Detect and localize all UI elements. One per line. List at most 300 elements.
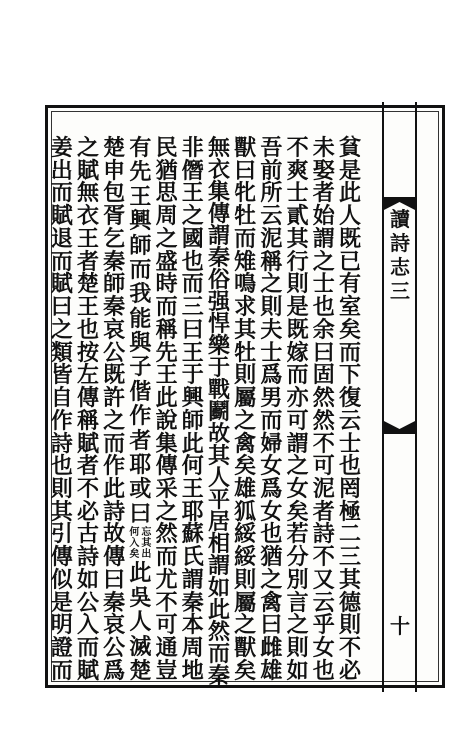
text-char: 我	[129, 281, 152, 308]
text-char: 乎	[312, 612, 335, 639]
text-char: 說	[155, 407, 178, 434]
text-char: 士	[338, 430, 361, 457]
text-char: 是	[286, 294, 309, 321]
text-char: 能	[129, 305, 152, 332]
text-char: 居	[207, 509, 230, 535]
text-char: 曰	[50, 294, 73, 321]
text-char: 猶	[260, 544, 283, 571]
text-char: 則	[260, 294, 283, 321]
text-char: 賦	[76, 657, 99, 684]
text-char: 相	[207, 531, 230, 557]
text-char: 言	[286, 589, 309, 616]
text-char: 則	[234, 362, 257, 389]
text-char: 此	[155, 385, 178, 412]
text-char: 稱	[155, 316, 178, 343]
text-char: 而	[234, 225, 257, 252]
text-char: 吾	[260, 135, 283, 161]
text-char: 娶	[312, 157, 335, 184]
text-char: 然	[155, 521, 178, 548]
text-char: 王	[181, 476, 204, 503]
text-column	[100, 137, 128, 682]
text-char: 行	[286, 248, 309, 275]
text-char: 國	[181, 225, 204, 252]
text-char: 謂	[207, 553, 230, 579]
text-char: 謂	[312, 225, 335, 252]
text-char: 不	[312, 544, 335, 571]
text-char: 此	[338, 180, 361, 207]
text-char: 曰	[234, 157, 257, 184]
text-char: 耶	[181, 498, 204, 525]
text-char: 爲	[260, 362, 283, 389]
text-char: 者	[312, 498, 335, 525]
text-char: 興	[129, 208, 152, 235]
text-char: 人	[129, 609, 152, 636]
text-char: 不	[338, 635, 361, 662]
text-char: 蘇	[181, 521, 204, 548]
block-center-column	[382, 102, 417, 692]
text-char: 如	[286, 657, 309, 684]
text-char: 不	[155, 589, 178, 616]
text-char: 俗	[207, 267, 230, 293]
text-column	[336, 137, 364, 682]
text-char: 泥	[260, 225, 283, 252]
text-char: 于	[207, 355, 230, 381]
text-char: 先	[129, 159, 152, 186]
text-char: 民	[155, 135, 178, 161]
text-char: 詩	[312, 521, 335, 548]
text-char: 若	[286, 521, 309, 548]
text-char: 作	[50, 407, 73, 434]
text-char: 三	[338, 544, 361, 571]
text-char: 矣	[338, 316, 361, 343]
text-char: 則	[234, 566, 257, 593]
note-char: 其	[141, 538, 152, 549]
text-char: 樂	[207, 333, 230, 359]
text-char: 之	[286, 453, 309, 480]
text-char: 而	[50, 657, 73, 684]
text-char: 王	[181, 339, 204, 366]
text-char: 禽	[234, 430, 257, 457]
text-char: 也	[312, 294, 335, 321]
text-char: 鳴	[234, 271, 257, 298]
text-char: 雄	[260, 657, 283, 684]
text-char: 也	[338, 453, 361, 480]
text-char: 則	[50, 476, 73, 503]
text-char: 故	[103, 521, 126, 548]
text-char: 則	[286, 635, 309, 662]
text-char: 而	[103, 430, 126, 457]
text-char: 云	[260, 203, 283, 230]
text-char: 爽	[286, 157, 309, 184]
text-char: 傳	[103, 544, 126, 571]
text-char: 矣	[234, 657, 257, 684]
text-char: 既	[286, 316, 309, 343]
note-char: 何	[129, 527, 140, 538]
banxin-title-char: 詩	[390, 231, 410, 255]
text-char: 許	[103, 385, 126, 412]
text-char: 而	[207, 641, 230, 667]
text-char: 也	[260, 521, 283, 548]
text-char: 而	[338, 339, 361, 366]
text-char: 也	[181, 248, 204, 275]
text-char: 傳	[76, 385, 99, 412]
text-char: 豈	[155, 657, 178, 684]
text-char: 戰	[207, 377, 230, 403]
text-char: 之	[155, 225, 178, 252]
text-char: 包	[103, 180, 126, 207]
text-column	[48, 137, 76, 682]
text-char: 稱	[260, 248, 283, 275]
text-char: 其	[50, 498, 73, 525]
text-char: 公	[76, 589, 99, 616]
text-char: 秦	[207, 245, 230, 271]
text-char: 雄	[234, 476, 257, 503]
text-char: 其	[286, 225, 309, 252]
text-char: 楚	[103, 135, 126, 161]
text-char: 士	[260, 339, 283, 366]
text-char: 又	[312, 566, 335, 593]
text-char: 其	[338, 566, 361, 593]
text-char: 王	[76, 225, 99, 252]
text-char: 貧	[338, 135, 361, 161]
text-char: 此	[207, 597, 230, 623]
text-char: 是	[338, 157, 361, 184]
text-char: 公	[103, 635, 126, 662]
text-char: 王	[129, 183, 152, 210]
text-char: 皆	[50, 362, 73, 389]
text-char: 其	[207, 443, 230, 469]
banxin-title-char: 三	[390, 279, 410, 303]
text-char: 所	[260, 180, 283, 207]
text-char: 極	[338, 498, 361, 525]
text-char: 王	[76, 294, 99, 321]
note-char: 入	[129, 538, 140, 549]
text-char: 則	[286, 271, 309, 298]
text-char: 之	[50, 316, 73, 343]
text-char: 偕	[129, 378, 152, 405]
text-char: 矣	[286, 498, 309, 525]
text-char: 者	[312, 180, 335, 207]
text-char: 其	[234, 316, 257, 343]
text-char: 姜	[50, 135, 73, 161]
text-column	[231, 137, 259, 682]
text-char: 雉	[234, 248, 257, 275]
text-char: 三	[181, 294, 204, 321]
text-char: 禽	[260, 589, 283, 616]
text-char: 可	[155, 612, 178, 639]
text-char: 別	[286, 566, 309, 593]
text-char: 之	[76, 135, 99, 161]
text-char: 也	[76, 316, 99, 343]
text-char: 必	[76, 498, 99, 525]
text-char: 之	[103, 407, 126, 434]
text-char: 古	[76, 521, 99, 548]
text-char: 有	[129, 135, 152, 161]
text-char: 耶	[129, 451, 152, 478]
text-char: 或	[129, 476, 152, 503]
text-char: 僭	[181, 157, 204, 184]
text-char: 室	[338, 294, 361, 321]
text-char: 左	[76, 362, 99, 389]
text-char: 申	[103, 157, 126, 184]
text-char: 謂	[207, 223, 230, 249]
text-char: 而	[155, 544, 178, 571]
text-char: 不	[286, 135, 309, 161]
text-char: 二	[338, 521, 361, 548]
text-char: 也	[50, 453, 73, 480]
text-char: 之	[260, 566, 283, 593]
text-char: 不	[76, 476, 99, 503]
text-char: 之	[260, 271, 283, 298]
text-char: 强	[207, 289, 230, 315]
text-char: 作	[129, 403, 152, 430]
text-char: 此	[181, 430, 204, 457]
text-char: 有	[338, 271, 361, 298]
text-char: 分	[286, 544, 309, 571]
text-char: 采	[155, 476, 178, 503]
text-column	[284, 137, 312, 682]
text-char: 通	[155, 635, 178, 662]
text-char: 之	[286, 612, 309, 639]
text-char: 下	[338, 362, 361, 389]
note-char: 忘	[141, 527, 152, 538]
page-number: 十	[390, 614, 410, 638]
text-char: 曰	[260, 612, 283, 639]
text-char: 王	[181, 180, 204, 207]
text-char: 興	[181, 385, 204, 412]
text-char: 猶	[155, 157, 178, 184]
text-char: 子	[129, 354, 152, 381]
banxin-title	[386, 207, 414, 303]
text-char: 牡	[234, 203, 257, 230]
text-char: 楚	[76, 271, 99, 298]
text-char: 退	[50, 225, 73, 252]
text-char: 然	[207, 619, 230, 645]
text-char: 氏	[181, 544, 204, 571]
text-char: 秦	[207, 663, 230, 689]
text-char: 哀	[103, 612, 126, 639]
text-char: 之	[312, 248, 335, 275]
text-char: 引	[50, 521, 73, 548]
text-char: 無	[207, 135, 230, 161]
text-char: 可	[286, 407, 309, 434]
text-char: 而	[181, 271, 204, 298]
text-char: 胥	[103, 203, 126, 230]
text-char: 曰	[103, 566, 126, 593]
text-char: 賦	[76, 430, 99, 457]
text-char: 必	[338, 657, 361, 684]
text-char: 云	[338, 407, 361, 434]
text-char: 盛	[155, 248, 178, 275]
text-char: 師	[129, 232, 152, 259]
text-char: 之	[234, 612, 257, 639]
text-char: 始	[312, 203, 335, 230]
text-char: 吳	[129, 584, 152, 611]
text-char: 何	[181, 453, 204, 480]
text-char: 與	[129, 330, 152, 356]
text-char: 者	[129, 427, 152, 454]
banxin-title-char: 志	[390, 255, 410, 279]
text-char: 秦	[103, 248, 126, 275]
text-char: 傳	[207, 201, 230, 227]
text-char: 然	[312, 385, 335, 412]
text-char: 秦	[181, 589, 204, 616]
text-char: 女	[260, 498, 283, 525]
text-char: 周	[181, 635, 204, 662]
text-char: 而	[50, 180, 73, 207]
text-char: 而	[129, 256, 152, 283]
text-char: 證	[50, 635, 73, 662]
text-char: 而	[286, 362, 309, 389]
text-char: 固	[312, 362, 335, 389]
text-char: 獸	[234, 135, 257, 161]
banxin-rule-left	[382, 102, 384, 692]
text-char: 乞	[103, 225, 126, 252]
text-char: 可	[312, 453, 335, 480]
text-char: 女	[312, 635, 335, 662]
text-char: 類	[50, 339, 73, 366]
banxin-title-char: 讀	[390, 207, 410, 231]
text-char: 稱	[76, 407, 99, 434]
text-char: 女	[286, 476, 309, 503]
text-char: 德	[338, 589, 361, 616]
text-column	[74, 137, 102, 682]
text-char: 婦	[260, 430, 283, 457]
text-char: 此	[129, 560, 152, 587]
text-char: 既	[338, 225, 361, 252]
text-char: 詩	[103, 498, 126, 525]
text-char: 本	[181, 612, 204, 639]
text-char: 按	[76, 339, 99, 366]
text-char: 衣	[207, 157, 230, 183]
text-char: 秦	[103, 589, 126, 616]
text-char: 明	[50, 612, 73, 639]
text-char: 鬬	[207, 399, 230, 425]
text-char: 先	[155, 339, 178, 366]
text-char: 賦	[76, 157, 99, 184]
text-char: 是	[50, 589, 73, 616]
text-char: 士	[312, 271, 335, 298]
text-char: 屬	[234, 589, 257, 616]
text-char: 夫	[260, 316, 283, 343]
text-char: 罔	[338, 476, 361, 503]
text-char: 地	[181, 657, 204, 684]
text-char: 謂	[286, 430, 309, 457]
text-char: 作	[103, 453, 126, 480]
text-char: 故	[207, 421, 230, 447]
text-char: 泥	[312, 476, 335, 503]
text-char: 之	[234, 407, 257, 434]
text-char: 獸	[234, 635, 257, 662]
text-char: 云	[312, 589, 335, 616]
text-char: 賦	[50, 203, 73, 230]
text-char: 牝	[234, 180, 257, 207]
text-char: 師	[181, 407, 204, 434]
text-char: 于	[181, 362, 204, 389]
text-char: 如	[207, 575, 230, 601]
text-char: 不	[312, 430, 335, 457]
text-char: 自	[50, 385, 73, 412]
text-column	[126, 137, 154, 682]
text-char: 衣	[76, 203, 99, 230]
note-char: 矣	[129, 549, 140, 560]
text-char: 而	[155, 294, 178, 321]
text-char: 而	[50, 248, 73, 275]
text-char: 集	[155, 430, 178, 457]
text-char: 集	[207, 179, 230, 205]
text-char: 楚	[129, 657, 152, 684]
text-char: 平	[207, 487, 230, 513]
text-char: 思	[155, 180, 178, 207]
text-char: 爲	[260, 476, 283, 503]
text-char: 似	[50, 566, 73, 593]
text-char: 滅	[129, 633, 152, 660]
text-char: 則	[338, 612, 361, 639]
text-char: 秦	[103, 294, 126, 321]
text-char: 嫁	[286, 339, 309, 366]
text-char: 師	[103, 271, 126, 298]
text-char: 男	[260, 385, 283, 412]
text-char: 而	[260, 407, 283, 434]
text-column	[257, 137, 285, 682]
text-char: 也	[312, 657, 335, 684]
text-column	[153, 137, 181, 682]
note-char: 出	[141, 549, 152, 560]
text-char: 周	[155, 203, 178, 230]
text-char: 屬	[234, 385, 257, 412]
text-char: 傳	[155, 453, 178, 480]
text-char: 詩	[50, 430, 73, 457]
text-char: 人	[338, 203, 361, 230]
text-char: 曰	[181, 316, 204, 343]
interlinear-note	[129, 527, 151, 560]
text-char: 曰	[312, 339, 335, 366]
lower-fishtail-icon	[382, 420, 417, 434]
text-char: 之	[155, 498, 178, 525]
text-char: 而	[76, 635, 99, 662]
text-column	[205, 135, 233, 689]
note-right	[129, 527, 139, 560]
text-char: 牡	[234, 339, 257, 366]
text-char: 哀	[103, 316, 126, 343]
text-char: 已	[338, 248, 361, 275]
text-char: 爲	[103, 657, 126, 684]
text-char: 者	[76, 453, 99, 480]
text-char: 之	[181, 203, 204, 230]
note-left	[141, 527, 151, 560]
text-char: 非	[181, 135, 204, 161]
text-char: 人	[207, 465, 230, 491]
text-char: 綏	[234, 521, 257, 548]
text-char: 詩	[76, 544, 99, 571]
text-char: 者	[76, 248, 99, 275]
text-char: 復	[338, 385, 361, 412]
text-char: 曰	[129, 500, 152, 527]
text-char: 傳	[50, 544, 73, 571]
text-char: 貳	[286, 203, 309, 230]
text-char: 無	[76, 180, 99, 207]
text-column	[179, 137, 207, 682]
text-char: 綏	[234, 544, 257, 571]
text-char: 雌	[260, 635, 283, 662]
text-char: 悍	[207, 311, 230, 337]
text-char: 公	[103, 339, 126, 366]
text-char: 時	[155, 271, 178, 298]
text-char: 然	[312, 407, 335, 434]
banxin-rule-right	[415, 102, 417, 692]
text-char: 未	[312, 135, 335, 161]
text-char: 既	[103, 362, 126, 389]
